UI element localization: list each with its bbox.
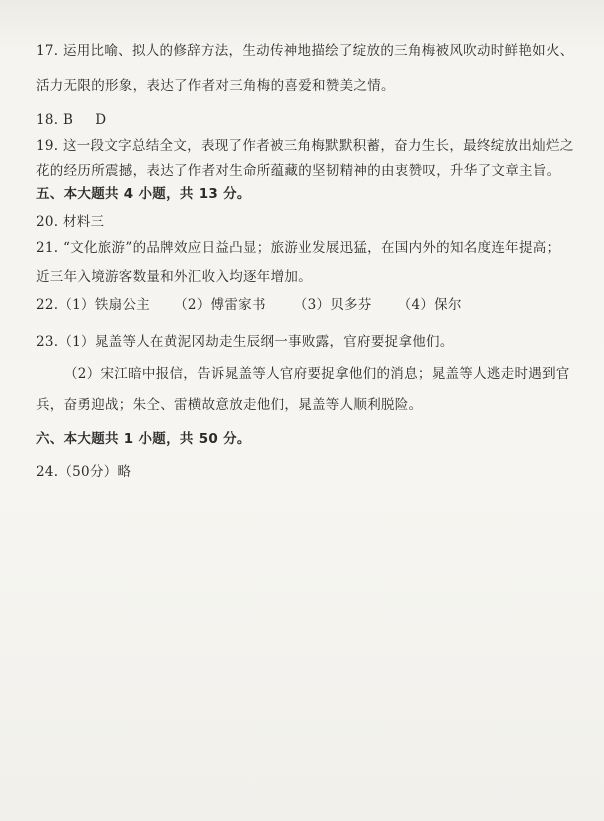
answer-24-line: 24.（50分）略 bbox=[36, 464, 132, 480]
answer-21-line-2: 近三年入境游客数量和外汇收入均逐年增加。 bbox=[36, 269, 312, 285]
answer-23-part-2-line-2: 兵，奋勇迎战；朱仝、雷横故意放走他们，晁盖等人顺利脱险。 bbox=[36, 397, 423, 413]
answer-21-line-1: 21. “文化旅游”的品牌效应日益凸显；旅游业发展迅猛，在国内外的知名度连年提高； bbox=[36, 240, 561, 256]
answer-23-part-2-line-1: （2）宋江暗中报信，告诉晁盖等人官府要捉拿他们的消息；晁盖等人逃走时遇到官 bbox=[64, 366, 570, 382]
answer-19-line-2: 花的经历所震撼，表达了作者对生命所蕴藏的坚韧精神的由衷赞叹，升华了文章主旨。 bbox=[36, 163, 561, 179]
answer-19-line-1: 19. 这一段文字总结全文，表现了作者被三角梅默默积蓄，奋力生长，最终绽放出灿烂之 bbox=[36, 138, 574, 154]
answer-20-line: 20. 材料三 bbox=[36, 214, 105, 230]
answer-22-item-2: （2）傅雷家书 bbox=[174, 297, 266, 313]
answer-22-line bbox=[36, 296, 462, 314]
answer-23-part-1: 23.（1）晁盖等人在黄泥冈劫走生辰纲一事败露，官府要捉拿他们。 bbox=[36, 334, 454, 350]
answer-22-item-4: （4）保尔 bbox=[397, 297, 462, 313]
answer-17-line-1: 17. 运用比喻、拟人的修辞方法，生动传神地描绘了绽放的三角梅被风吹动时鲜艳如火、 bbox=[36, 43, 574, 59]
answer-18-line bbox=[36, 111, 106, 129]
answer-22-item-3: （3）贝多芬 bbox=[293, 297, 372, 313]
answer-18-second: D bbox=[95, 112, 107, 128]
section-6-heading: 六、本大题共 1 小题，共 50 分。 bbox=[36, 431, 251, 447]
answer-22-item-1: 22.（1）铁扇公主 bbox=[36, 297, 151, 313]
section-5-heading: 五、本大题共 4 小题，共 13 分。 bbox=[36, 186, 251, 202]
answer-18-first: 18. B bbox=[36, 112, 74, 128]
answer-17-line-2: 活力无限的形象，表达了作者对三角梅的喜爱和赞美之情。 bbox=[36, 78, 395, 94]
